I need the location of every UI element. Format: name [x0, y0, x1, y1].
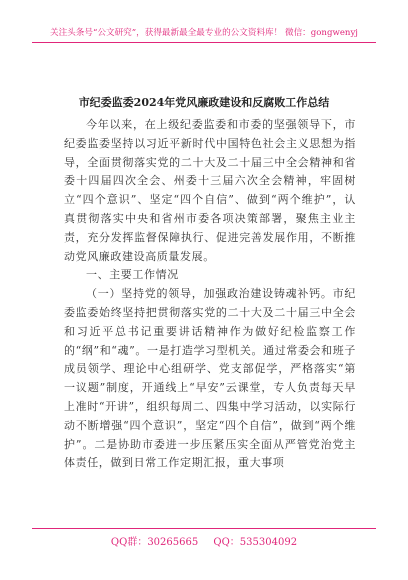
- paragraph-intro: 今年以来，在上级纪委监委和市委的坚强领导下，市纪委监委坚持以习近平新时代中国特色社会主义思想为指导，全面贯彻落实党的二十大及二十届三中全会精神和省委十四届四次全会、州委十三届六次全会精神，牢固树立“四个意识”、坚定“四个自信”、做到“两个维护”，认真贯彻落实中央和省州市委各项决策部署，聚焦主业主责，充分发挥监督保障执行、促进完善发展作用，不断推动党风廉政建设高质量发展。: [64, 118, 356, 263]
- footer-contact: [0, 533, 408, 548]
- document-title: 市纪委监委2024年党风廉政建设和反腐败工作总结: [78, 96, 330, 109]
- section-heading: 一、主要工作情况: [86, 268, 179, 282]
- paragraph-section-1: （一）坚持党的领导，加强政治建设铸魂补钙。市纪委监委始终坚持把贯彻落实党的二十大及二十届三中全会和习近平总书记重要讲话精神作为做好纪检监察工作的“纲”和“魂”。一是打造学习型机关。通过常委会和班子成员领学、理论中心组研学、党支部促学，严格落实“第一议题”制度，开通线上“早安”云课堂，专人负责每天早上准时“开讲”，组织每周二、四集中学习活动，以实际行动不断增强“四个意识”，坚定“四个自信”，做到“两个维护”。二是协助市委进一步压紧压实全面从严管党治党主体责任，做到日常工作定期汇报，重大事项: [64, 287, 356, 470]
- header-divider: [32, 42, 376, 43]
- footer-divider: [32, 528, 376, 529]
- document-body: [64, 116, 356, 473]
- footer-qq: QQ：535304092: [213, 537, 298, 548]
- footer-qq-group: QQ群：30265665: [110, 537, 199, 548]
- header-promo-text: 关注头条号“公文研究”，获得最新最全最专业的公文资料库！ 微信：gongwenyj: [50, 28, 358, 38]
